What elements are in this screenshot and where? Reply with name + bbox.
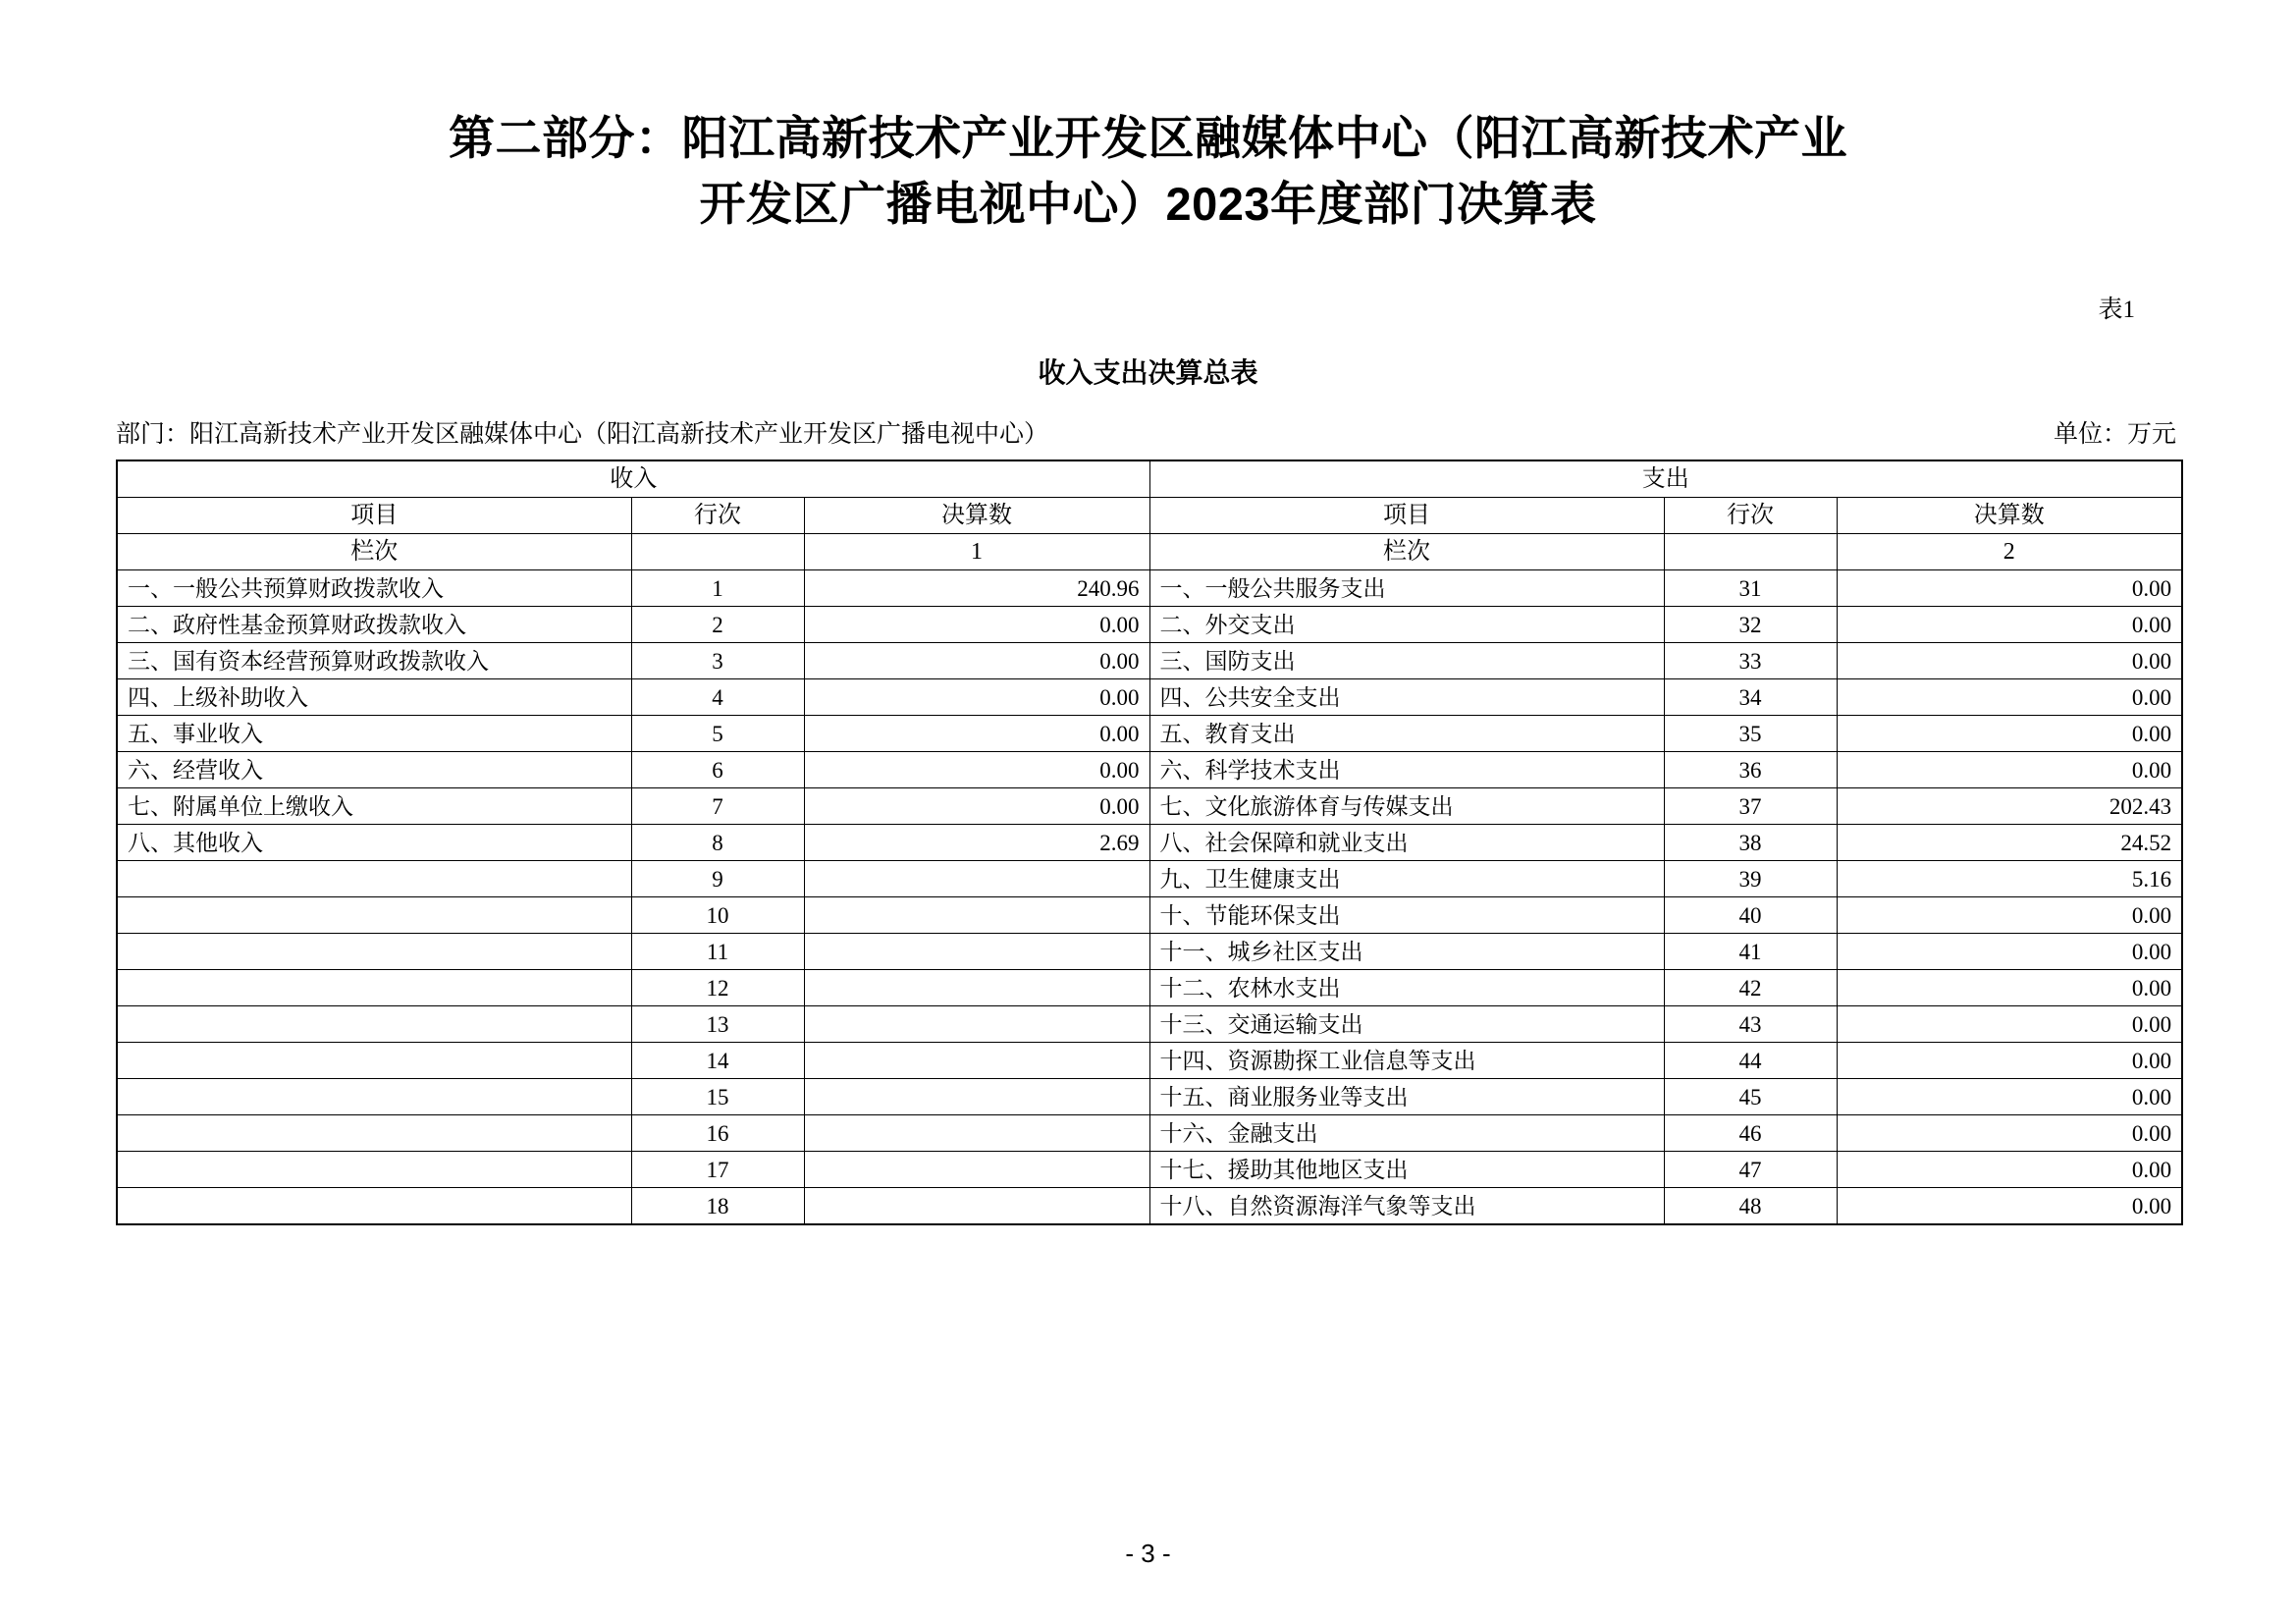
income-item-cell [117, 1079, 631, 1115]
expenditure-value-cell: 202.43 [1837, 788, 2182, 825]
income-item-cell [117, 1115, 631, 1152]
income-value-cell [804, 1043, 1149, 1079]
income-value-cell: 2.69 [804, 825, 1149, 861]
table-row [117, 607, 2182, 643]
expenditure-line-no-cell: 44 [1664, 1043, 1837, 1079]
income-value-cell [804, 897, 1149, 934]
income-item-cell [117, 897, 631, 934]
table-row [117, 825, 2182, 861]
table-row [117, 861, 2182, 897]
income-value-cell: 0.00 [804, 643, 1149, 679]
income-line-no-cell: 14 [631, 1043, 804, 1079]
expenditure-value-cell: 0.00 [1837, 934, 2182, 970]
table-row [117, 970, 2182, 1006]
income-value-cell [804, 1152, 1149, 1188]
group-header-expenditure: 支出 [1149, 460, 2182, 498]
expenditure-value-cell: 0.00 [1837, 643, 2182, 679]
table-column-header-row [117, 498, 2182, 534]
expenditure-item-cell: 九、卫生健康支出 [1149, 861, 1664, 897]
expenditure-item-cell: 八、社会保障和就业支出 [1149, 825, 1664, 861]
page-title-line-2: 开发区广播电视中心）2023年度部门决算表 [699, 177, 1597, 230]
income-line-no-cell: 4 [631, 679, 804, 716]
expenditure-item-cell: 十五、商业服务业等支出 [1149, 1079, 1664, 1115]
page-footer: - 3 - [1125, 1539, 1171, 1568]
table-group-header-row [117, 460, 2182, 498]
expenditure-line-no-cell: 40 [1664, 897, 1837, 934]
income-item-cell: 三、国有资本经营预算财政拨款收入 [117, 643, 631, 679]
expenditure-item-cell: 一、一般公共服务支出 [1149, 570, 1664, 607]
table-row [117, 788, 2182, 825]
table-row [117, 679, 2182, 716]
page-title-line-1: 第二部分：阳江高新技术产业开发区融媒体中心（阳江高新技术产业 [449, 112, 1847, 164]
income-value-cell [804, 861, 1149, 897]
income-value-cell [804, 1079, 1149, 1115]
income-value-cell [804, 1006, 1149, 1043]
lanci-label-income: 栏次 [117, 534, 631, 570]
expenditure-line-no-cell: 33 [1664, 643, 1837, 679]
expenditure-line-no-cell: 39 [1664, 861, 1837, 897]
expenditure-item-cell: 十八、自然资源海洋气象等支出 [1149, 1188, 1664, 1225]
expenditure-item-cell: 十三、交通运输支出 [1149, 1006, 1664, 1043]
income-value-cell: 240.96 [804, 570, 1149, 607]
expenditure-line-no-cell: 42 [1664, 970, 1837, 1006]
expenditure-line-no-cell: 41 [1664, 934, 1837, 970]
expenditure-value-cell: 0.00 [1837, 716, 2182, 752]
income-line-no-cell: 6 [631, 752, 804, 788]
group-header-income: 收入 [117, 460, 1149, 498]
expenditure-item-cell: 十六、金融支出 [1149, 1115, 1664, 1152]
income-value-cell: 0.00 [804, 788, 1149, 825]
column-header-income-final-amount: 决算数 [804, 498, 1149, 534]
table-row [117, 1079, 2182, 1115]
income-item-cell: 四、上级补助收入 [117, 679, 631, 716]
income-item-cell [117, 1006, 631, 1043]
expenditure-item-cell: 六、科学技术支出 [1149, 752, 1664, 788]
income-item-cell [117, 861, 631, 897]
income-line-no-cell: 5 [631, 716, 804, 752]
expenditure-value-cell: 0.00 [1837, 970, 2182, 1006]
income-item-cell [117, 934, 631, 970]
income-value-cell: 0.00 [804, 716, 1149, 752]
income-value-cell [804, 970, 1149, 1006]
expenditure-item-cell: 十、节能环保支出 [1149, 897, 1664, 934]
table-row [117, 1043, 2182, 1079]
expenditure-value-cell: 0.00 [1837, 1115, 2182, 1152]
income-item-cell: 七、附属单位上缴收入 [117, 788, 631, 825]
income-line-no-cell: 13 [631, 1006, 804, 1043]
expenditure-line-no-cell: 48 [1664, 1188, 1837, 1225]
income-value-cell: 0.00 [804, 752, 1149, 788]
expenditure-line-no-cell: 31 [1664, 570, 1837, 607]
lanci-income-col-number: 1 [804, 534, 1149, 570]
page-title [116, 0, 2180, 237]
expenditure-value-cell: 5.16 [1837, 861, 2182, 897]
expenditure-line-no-cell: 47 [1664, 1152, 1837, 1188]
lanci-label-expenditure: 栏次 [1149, 534, 1664, 570]
column-header-expenditure-final-amount: 决算数 [1837, 498, 2182, 534]
income-expenditure-final-accounts-table [116, 460, 2183, 1225]
income-line-no-cell: 12 [631, 970, 804, 1006]
income-item-cell [117, 970, 631, 1006]
income-value-cell: 0.00 [804, 679, 1149, 716]
income-line-no-cell: 11 [631, 934, 804, 970]
income-value-cell [804, 1115, 1149, 1152]
expenditure-line-no-cell: 46 [1664, 1115, 1837, 1152]
table-row [117, 570, 2182, 607]
expenditure-line-no-cell: 37 [1664, 788, 1837, 825]
column-header-income-item: 项目 [117, 498, 631, 534]
income-value-cell [804, 934, 1149, 970]
expenditure-value-cell: 0.00 [1837, 679, 2182, 716]
expenditure-value-cell: 0.00 [1837, 897, 2182, 934]
column-header-expenditure-line-no: 行次 [1664, 498, 1837, 534]
expenditure-value-cell: 0.00 [1837, 1006, 2182, 1043]
table-row [117, 1115, 2182, 1152]
income-item-cell: 六、经营收入 [117, 752, 631, 788]
expenditure-line-no-cell: 36 [1664, 752, 1837, 788]
expenditure-value-cell: 0.00 [1837, 570, 2182, 607]
table-number-label: 表1 [2098, 297, 2135, 324]
expenditure-line-no-cell: 43 [1664, 1006, 1837, 1043]
income-line-no-cell: 16 [631, 1115, 804, 1152]
table-row [117, 752, 2182, 788]
income-item-cell: 八、其他收入 [117, 825, 631, 861]
income-value-cell [804, 1188, 1149, 1225]
lanci-expenditure-col-number: 2 [1837, 534, 2182, 570]
expenditure-item-cell: 二、外交支出 [1149, 607, 1664, 643]
table-row [117, 934, 2182, 970]
expenditure-item-cell: 十二、农林水支出 [1149, 970, 1664, 1006]
column-header-income-line-no: 行次 [631, 498, 804, 534]
income-value-cell: 0.00 [804, 607, 1149, 643]
department-label: 部门：阳江高新技术产业开发区融媒体中心（阳江高新技术产业开发区广播电视中心） [116, 421, 1049, 449]
income-line-no-cell: 9 [631, 861, 804, 897]
expenditure-value-cell: 0.00 [1837, 1043, 2182, 1079]
income-item-cell: 五、事业收入 [117, 716, 631, 752]
expenditure-value-cell: 0.00 [1837, 752, 2182, 788]
income-line-no-cell: 17 [631, 1152, 804, 1188]
table-row [117, 716, 2182, 752]
income-item-cell [117, 1152, 631, 1188]
expenditure-value-cell: 0.00 [1837, 607, 2182, 643]
expenditure-item-cell: 五、教育支出 [1149, 716, 1664, 752]
expenditure-value-cell: 24.52 [1837, 825, 2182, 861]
income-line-no-cell: 10 [631, 897, 804, 934]
income-line-no-cell: 15 [631, 1079, 804, 1115]
income-item-cell [117, 1043, 631, 1079]
expenditure-item-cell: 三、国防支出 [1149, 643, 1664, 679]
income-line-no-cell: 2 [631, 607, 804, 643]
table-row [117, 1152, 2182, 1188]
table-lanci-row [117, 534, 2182, 570]
table-row [117, 643, 2182, 679]
table-row [117, 897, 2182, 934]
expenditure-item-cell: 七、文化旅游体育与传媒支出 [1149, 788, 1664, 825]
income-line-no-cell: 7 [631, 788, 804, 825]
expenditure-value-cell: 0.00 [1837, 1079, 2182, 1115]
table-meta-line [116, 422, 2180, 447]
expenditure-line-no-cell: 38 [1664, 825, 1837, 861]
expenditure-value-cell: 0.00 [1837, 1188, 2182, 1225]
income-line-no-cell: 8 [631, 825, 804, 861]
expenditure-value-cell: 0.00 [1837, 1152, 2182, 1188]
income-item-cell: 二、政府性基金预算财政拨款收入 [117, 607, 631, 643]
expenditure-line-no-cell: 45 [1664, 1079, 1837, 1115]
table-row [117, 1188, 2182, 1225]
expenditure-item-cell: 十四、资源勘探工业信息等支出 [1149, 1043, 1664, 1079]
income-item-cell: 一、一般公共预算财政拨款收入 [117, 570, 631, 607]
income-line-no-cell: 18 [631, 1188, 804, 1225]
expenditure-line-no-cell: 34 [1664, 679, 1837, 716]
income-line-no-cell: 1 [631, 570, 804, 607]
lanci-expenditure-line-blank [1664, 534, 1837, 570]
unit-label: 单位：万元 [2053, 421, 2176, 449]
lanci-income-line-blank [631, 534, 804, 570]
expenditure-item-cell: 四、公共安全支出 [1149, 679, 1664, 716]
column-header-expenditure-item: 项目 [1149, 498, 1664, 534]
expenditure-item-cell: 十一、城乡社区支出 [1149, 934, 1664, 970]
income-item-cell [117, 1188, 631, 1225]
expenditure-item-cell: 十七、援助其他地区支出 [1149, 1152, 1664, 1188]
table-row [117, 1006, 2182, 1043]
income-line-no-cell: 3 [631, 643, 804, 679]
expenditure-line-no-cell: 32 [1664, 607, 1837, 643]
expenditure-line-no-cell: 35 [1664, 716, 1837, 752]
section-heading: 收入支出决算总表 [1038, 357, 1258, 389]
